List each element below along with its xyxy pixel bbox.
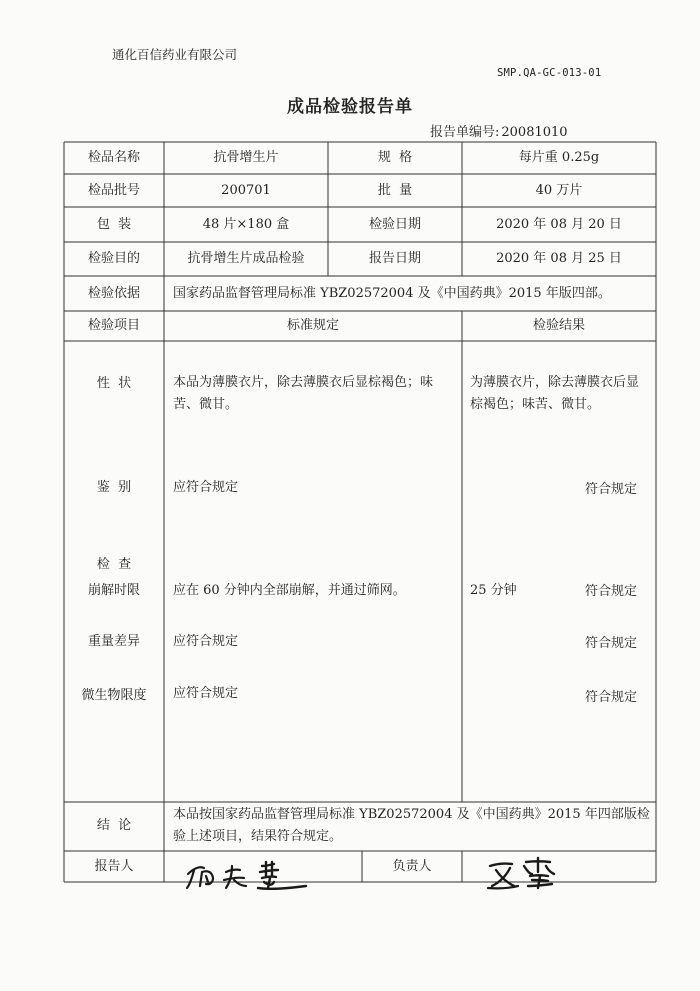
item-microbial-limit: 微生物限度 <box>81 688 147 703</box>
report-date-value: 2020 年 08 月 25 日 <box>496 251 622 266</box>
batch-label: 检品批号 <box>87 183 140 198</box>
conclusion-text: 本品按国家药品监督管理局标准 YBZ02572004 及《中国药典》2015 年四部版检验上述项目，结果符合规定。 <box>173 807 650 844</box>
item-disintegration: 崩解时限 <box>87 583 140 598</box>
document-code: SMP.QA-GC-013-01 <box>497 67 602 79</box>
quantity-label: 批 量 <box>377 183 413 198</box>
responsible-signature <box>480 852 590 892</box>
result-appearance: 为薄膜衣片，除去薄膜衣后显棕褐色；味苦、微甘。 <box>470 375 640 412</box>
reporter-signature <box>180 852 320 892</box>
batch-value: 200701 <box>221 183 271 198</box>
company-name: 通化百信药业有限公司 <box>112 47 238 62</box>
product-name-value: 抗骨增生片 <box>213 150 279 165</box>
item-appearance: 性 状 <box>96 376 132 391</box>
result-identification: 符合规定 <box>584 482 637 497</box>
page-title: 成品检验报告单 <box>287 97 413 117</box>
basis-label: 检验依据 <box>87 286 140 301</box>
standard-appearance: 本品为薄膜衣片，除去薄膜衣后显棕褐色；味苦、微甘。 <box>173 375 434 412</box>
standard-disintegration: 应在 60 分钟内全部崩解，并通过筛网。 <box>173 583 406 598</box>
test-date-label: 检验日期 <box>368 217 421 232</box>
column-header-item: 检验项目 <box>87 318 140 333</box>
test-date-value: 2020 年 08 月 20 日 <box>496 217 622 232</box>
reporter-label: 报告人 <box>94 859 134 874</box>
result-weight-variation: 符合规定 <box>584 636 637 651</box>
package-value: 48 片×180 盒 <box>202 217 290 232</box>
report-number-label: 报告单编号: <box>430 125 500 140</box>
item-weight-variation: 重量差异 <box>87 634 140 649</box>
spec-value: 每片重 0.25g <box>518 150 600 165</box>
column-header-result: 检验结果 <box>532 318 585 333</box>
report-date-label: 报告日期 <box>368 251 421 266</box>
package-label: 包 装 <box>96 217 132 232</box>
item-identification: 鉴 别 <box>96 480 132 495</box>
spec-label: 规 格 <box>377 150 413 165</box>
result-disintegration-time: 25 分钟 <box>470 583 517 598</box>
group-inspection: 检 查 <box>96 557 132 572</box>
purpose-value: 抗骨增生片成品检验 <box>187 251 305 266</box>
responsible-label: 负责人 <box>392 859 432 874</box>
standard-microbial-limit: 应符合规定 <box>173 686 239 701</box>
standard-weight-variation: 应符合规定 <box>173 634 239 649</box>
conclusion-label: 结 论 <box>96 818 132 833</box>
basis-value: 国家药品监督管理局标准 YBZ02572004 及《中国药典》2015 年版四部。 <box>173 286 611 301</box>
report-number-value: 20081010 <box>501 125 568 140</box>
report-number <box>430 121 568 140</box>
quantity-value: 40 万片 <box>535 183 583 198</box>
standard-identification: 应符合规定 <box>173 480 239 495</box>
column-header-standard: 标准规定 <box>286 318 339 333</box>
result-disintegration: 符合规定 <box>584 584 637 599</box>
result-microbial-limit: 符合规定 <box>584 690 637 705</box>
product-name-label: 检品名称 <box>87 150 140 165</box>
purpose-label: 检验目的 <box>87 251 140 266</box>
